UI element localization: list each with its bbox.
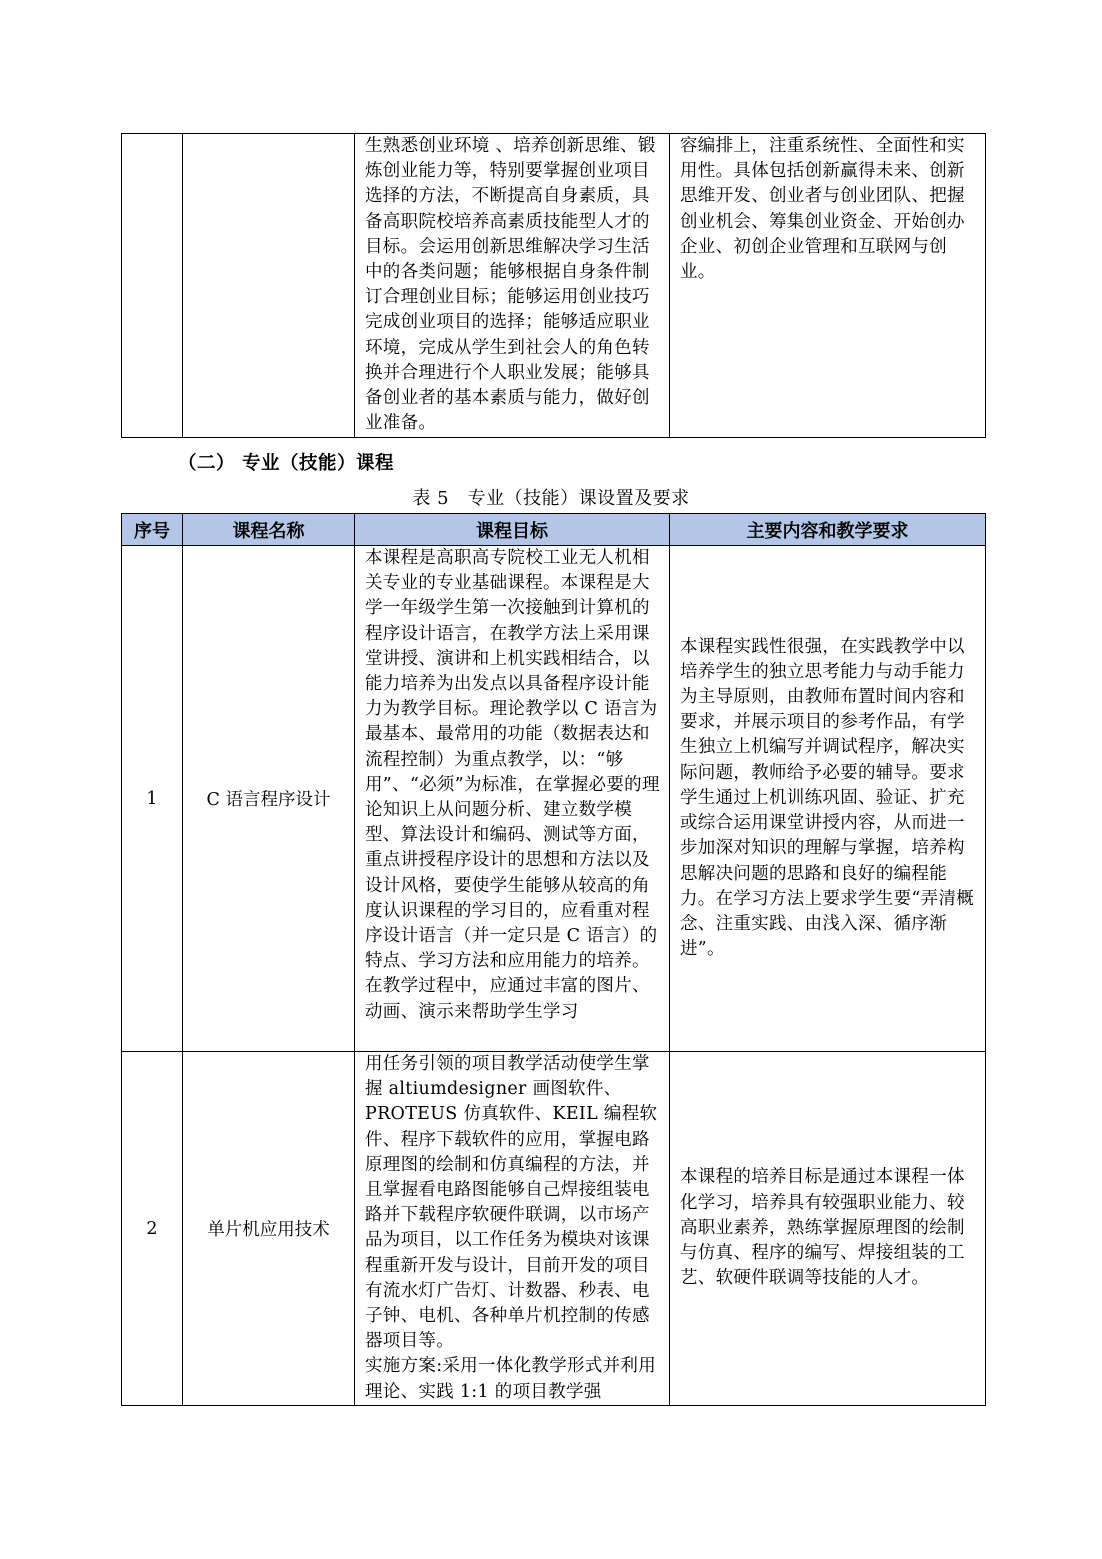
- table-caption: 表 5 专业（技能）课设置及要求: [412, 488, 690, 509]
- header-course-name: 课程名称: [183, 514, 355, 546]
- continued-course-table: [121, 133, 986, 438]
- table-row: [122, 1052, 986, 1406]
- table-header-row: [122, 514, 986, 546]
- header-number: 序号: [122, 514, 183, 546]
- course-name-cell: [183, 134, 355, 438]
- table-row: [122, 134, 986, 438]
- course-content-cell: [670, 546, 986, 1052]
- row-number: 1: [122, 546, 183, 1052]
- row-number: 2: [122, 1052, 183, 1406]
- number-cell: [122, 134, 183, 438]
- course-content-cell: [670, 134, 986, 438]
- course-goal-cell: [355, 1052, 670, 1406]
- course-name: 单片机应用技术: [183, 1052, 355, 1406]
- course-goal-text: 生熟悉创业环境 、培养创新思维、锻炼创业能力等，特别要掌握创业项目选择的方法，不断提高自身素质，具备高职院校培养高素质技能型人才的目标。会运用创新思维解决学习生活中的各类问题；能够根据自身条件制订合理创业目标；能够运用创业技巧完成创业项目的选择；能够适应职业环境，完成从学生到社会人的角色转换并合理进行个人职业发展；能够具备创业者的基本素质与能力，做好创业准备。: [365, 136, 656, 434]
- course-goal-cell: [355, 546, 670, 1052]
- professional-course-table: [121, 513, 986, 1406]
- course-content-cell: [670, 1052, 986, 1406]
- course-goal-text: 本课程是高职高专院校工业无人机相关专业的专业基础课程。本课程是大学一年级学生第一次接触到计算机的程序设计语言，在教学方法上采用课堂讲授、演讲和上机实践相结合，以能力培养为出发点以具备程序设计能力为教学目标。理论教学以 C 语言为最基本、最常用的功能（数据表达和流程控制）为重点教学，以：“够用”、“必须”为标准，在掌握必要的理论知识上从问题分析、建立数学模型、算法设计和编码、测试等方面，重点讲授程序设计的思想和方法以及设计风格，要使学生能够从较高的角度认识课程的学习目的，应看重对程序设计语言（并一定只是 C 语言）的特点、学习方法和应用能力的培养。在教学过程中，应通过丰富的图片、动画、演示来帮助学生学习: [365, 548, 660, 1022]
- course-name: C 语言程序设计: [183, 546, 355, 1052]
- course-content-text: 本课程的培养目标是通过本课程一体化学习，培养具有较强职业能力、较高职业素养，熟练掌握原理图的绘制与仿真、程序的编写、焊接组装的工艺、软硬件联调等技能的人才。: [680, 1167, 965, 1289]
- table-row: [122, 546, 986, 1052]
- course-content-text: 容编排上，注重系统性、全面性和实用性。具体包括创新赢得未来、创新思维开发、创业者与创业团队、把握创业机会、筹集创业资金、开始创办企业、初创企业管理和互联网与创业。: [680, 136, 965, 283]
- section-heading: （二） 专业（技能）课程: [178, 453, 394, 474]
- header-course-goal: 课程目标: [355, 514, 670, 546]
- header-main-content: 主要内容和教学要求: [670, 514, 986, 546]
- course-goal-cell: [355, 134, 670, 438]
- course-goal-text: 用任务引领的项目教学活动使学生掌握 altiumdesigner 画图软件、PROTEUS 仿真软件、KEIL 编程软件、程序下载软件的应用，掌握电路原理图的绘制和仿真编程的方法，并且掌握看电路图能够自己焊接组装电路并下载程序软硬件联调，以市场产品为项目，以工作任务为模块对该课程重新开发与设计，目前开发的项目有流水灯广告灯、计数器、秒表、电子钟、电机、各种单片机控制的传感器项目等。 实施方案:采用一体化教学形式并利用理论、实践 1:1 的项目教学强: [365, 1054, 658, 1402]
- course-content-text: 本课程实践性很强，在实践教学中以培养学生的独立思考能力与动手能力为主导原则，由教师布置时间内容和要求，并展示项目的参考作品，有学生独立上机编写并调试程序，解决实际问题，教师给予必要的辅导。要求学生通过上机训练巩固、验证、扩充或综合运用课堂讲授内容，从而进一步加深对知识的理解与掌握，培养构思解决问题的思路和良好的编程能力。在学习方法上要求学生要“弄清概念、注重实践、由浅入深、循序渐进”。: [680, 636, 975, 960]
